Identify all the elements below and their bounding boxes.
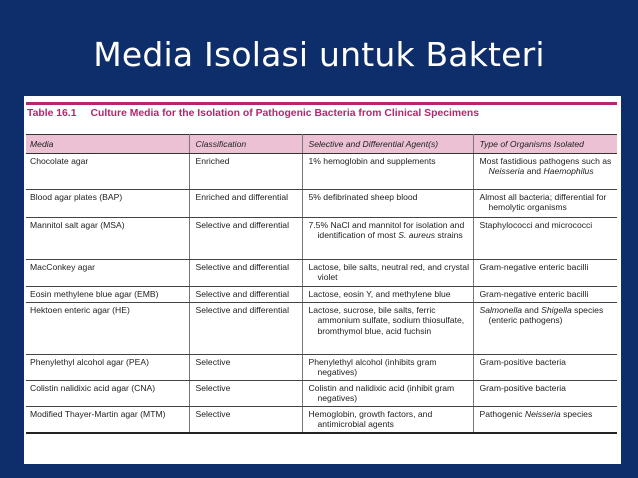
- header-media: Media: [26, 135, 189, 154]
- cell-agents: Lactose, eosin Y, and methylene blue: [302, 287, 473, 303]
- cell-classification: Selective: [189, 355, 302, 381]
- cell-media: Colistin nalidixic acid agar (CNA): [26, 381, 189, 407]
- cell-classification: Selective and differential: [189, 260, 302, 287]
- cell-organisms: Staphylococci and micrococci: [473, 218, 617, 260]
- cell-organisms: Pathogenic Neisseria species: [473, 407, 617, 434]
- table-row: [26, 287, 617, 303]
- cell-classification: Selective and differential: [189, 287, 302, 303]
- table-row: [26, 190, 617, 218]
- cell-classification: Selective: [189, 381, 302, 407]
- header-classification: Classification: [189, 135, 302, 154]
- cell-media: Eosin methylene blue agar (EMB): [26, 287, 189, 303]
- table-caption-text: Culture Media for the Isolation of Pathogenic Bacteria from Clinical Specimens: [90, 108, 480, 119]
- cell-classification: Enriched: [189, 154, 302, 190]
- table-panel: [24, 96, 621, 464]
- cell-organisms: Gram-negative enteric bacilli: [473, 287, 617, 303]
- cell-organisms: Gram-positive bacteria: [473, 381, 617, 407]
- cell-agents: 7.5% NaCl and mannitol for isolation and identification of most S. aureus strains: [302, 218, 473, 260]
- cell-organisms: Almost all bacteria; differential for hemolytic organisms: [473, 190, 617, 218]
- table-label: Table 16.1: [27, 108, 77, 119]
- table-header-row: [26, 135, 617, 154]
- cell-media: MacConkey agar: [26, 260, 189, 287]
- table-caption: [27, 108, 479, 119]
- cell-media: Hektoen enteric agar (HE): [26, 303, 189, 355]
- culture-media-table: [26, 134, 617, 434]
- cell-agents: Lactose, sucrose, bile salts, ferric ammonium sulfate, sodium thiosulfate, bromthymol blue, acid fuchsin: [302, 303, 473, 355]
- table-row: [26, 381, 617, 407]
- cell-organisms: Most fastidious pathogens such as Neisseria and Haemophilus: [473, 154, 617, 190]
- cell-media: Mannitol salt agar (MSA): [26, 218, 189, 260]
- cell-agents: Colistin and nalidixic acid (inhibit gram negatives): [302, 381, 473, 407]
- table-row: [26, 355, 617, 381]
- cell-media: Modified Thayer-Martin agar (MTM): [26, 407, 189, 434]
- table-row: [26, 303, 617, 355]
- cell-agents: 1% hemoglobin and supplements: [302, 154, 473, 190]
- cell-media: Phenylethyl alcohol agar (PEA): [26, 355, 189, 381]
- table-row: [26, 218, 617, 260]
- cell-agents: Phenylethyl alcohol (inhibits gram negatives): [302, 355, 473, 381]
- header-organisms: Type of Organisms Isolated: [473, 135, 617, 154]
- cell-organisms: Gram-positive bacteria: [473, 355, 617, 381]
- cell-media: Chocolate agar: [26, 154, 189, 190]
- cell-agents: Hemoglobin, growth factors, and antimicrobial agents: [302, 407, 473, 434]
- cell-classification: Selective: [189, 407, 302, 434]
- cell-organisms: Gram-negative enteric bacilli: [473, 260, 617, 287]
- cell-agents: Lactose, bile salts, neutral red, and crystal violet: [302, 260, 473, 287]
- cell-classification: Selective and differential: [189, 303, 302, 355]
- cell-classification: Selective and differential: [189, 218, 302, 260]
- cell-classification: Enriched and differential: [189, 190, 302, 218]
- slide-title: Media Isolasi untuk Bakteri: [93, 35, 545, 74]
- cell-organisms: Salmonella and Shigella species (enteric pathogens): [473, 303, 617, 355]
- table-row: [26, 154, 617, 190]
- header-agents: Selective and Differential Agent(s): [302, 135, 473, 154]
- table-row: [26, 407, 617, 434]
- cell-media: Blood agar plates (BAP): [26, 190, 189, 218]
- caption-rule: [26, 102, 617, 105]
- cell-agents: 5% defibrinated sheep blood: [302, 190, 473, 218]
- table-row: [26, 260, 617, 287]
